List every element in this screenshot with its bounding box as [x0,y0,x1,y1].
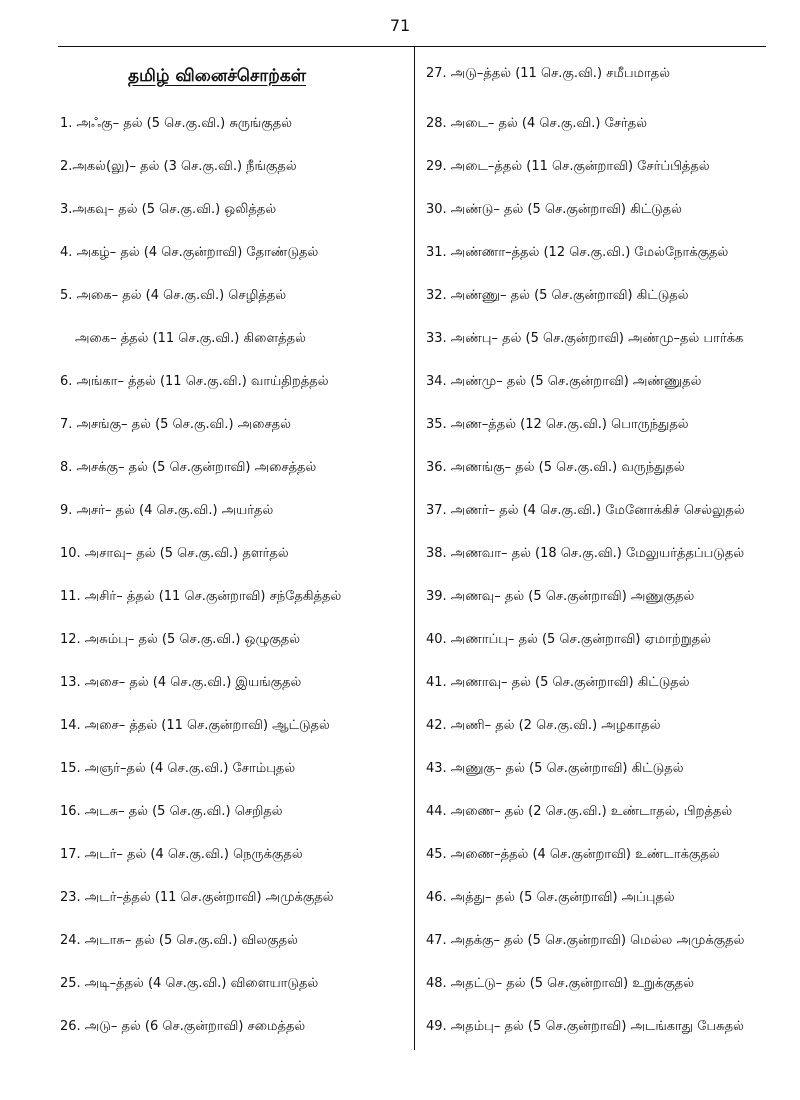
page-number: 71 [389,16,411,35]
verb-entry: 11. அசிர்– த்தல் (11 செ.குன்றாவி) சந்தேகித்தல் [60,589,342,604]
verb-entry: 37. அணர்– தல் (4 செ.கு.வி.) மேனோக்கிச் செல்லுதல் [426,503,745,518]
verb-entry: 7. அசங்கு– தல் (5 செ.கு.வி.) அசைதல் [60,417,291,432]
verb-entry: 38. அணவா– தல் (18 செ.கு.வி.) மேலுயர்த்தப்படுதல் [426,546,745,561]
verb-entry: 42. அணி– தல் (2 செ.கு.வி.) அழகாதல் [426,718,661,733]
top-rule [58,46,766,47]
verb-entry: 6. அங்கா– த்தல் (11 செ.கு.வி.) வாய்திறத்தல் [60,374,329,389]
verb-entry: 12. அசும்பு– தல் (5 செ.கு.வி.) ஒழுகுதல் [60,632,301,647]
verb-entry: அகை– த்தல் (11 செ.கு.வி.) கிளைத்தல் [75,331,306,346]
verb-entry: 29. அடை–த்தல் (11 செ.குன்றாவி) சேர்ப்பித்தல் [426,159,710,174]
verb-entry: 2.அகல்(லு)– தல் (3 செ.கு.வி.) நீங்குதல் [60,159,297,174]
verb-entry: 8. அசக்கு– தல் (5 செ.குன்றாவி) அசைத்தல் [60,460,317,475]
verb-entry: 24. அடாசு– தல் (5 செ.கு.வி.) விலகுதல் [60,933,298,948]
verb-entry: 49. அதம்பு– தல் (5 செ.குன்றாவி) அடங்காது பேசுதல் [426,1019,744,1034]
verb-entry: 10. அசாவு– தல் (5 செ.கு.வி.) தளர்தல் [60,546,289,561]
verb-entry: 4. அகழ்– தல் (4 செ.குன்றாவி) தோண்டுதல் [60,245,319,260]
verb-entry: 15. அஞர்–தல் (4 செ.கு.வி.) சோம்புதல் [60,761,296,776]
verb-entry: 14. அசை– த்தல் (11 செ.குன்றாவி) ஆட்டுதல் [60,718,330,733]
verb-entry: 30. அண்டு– தல் (5 செ.குன்றாவி) கிட்டுதல் [426,202,682,217]
verb-entry: 44. அணை– தல் (2 செ.கு.வி.) உண்டாதல், பிறத்தல் [426,804,733,819]
verb-entry: 26. அடு– தல் (6 செ.குன்றாவி) சமைத்தல் [60,1019,306,1034]
verb-entry: 35. அண–த்தல் (12 செ.கு.வி.) பொருந்துதல் [426,417,689,432]
page-heading: தமிழ் வினைச்சொற்கள் [128,66,307,86]
verb-entry: 5. அகை– தல் (4 செ.கு.வி.) செழித்தல் [60,288,287,303]
verb-entry: 23. அடர்–த்தல் (11 செ.குன்றாவி) அமுக்குதல் [60,890,334,905]
verb-entry: 9. அசர்– தல் (4 செ.கு.வி.) அயர்தல் [60,503,274,518]
verb-entry: 31. அண்ணா–த்தல் (12 செ.கு.வி.) மேல்நோக்குதல் [426,245,729,260]
verb-entry: 1. அஃகு– தல் (5 செ.கு.வி.) சுருங்குதல் [60,116,292,131]
verb-entry: 43. அணுகு– தல் (5 செ.குன்றாவி) கிட்டுதல் [426,761,684,776]
verb-entry: 13. அசை– தல் (4 செ.கு.வி.) இயங்குதல் [60,675,302,690]
verb-entry: 17. அடர்– தல் (4 செ.கு.வி.) நெருக்குதல் [60,847,303,862]
verb-entry: 3.அகவு– தல் (5 செ.கு.வி.) ஒலித்தல் [60,202,277,217]
verb-entry: 16. அடசு– தல் (5 செ.கு.வி.) செறிதல் [60,804,283,819]
verb-entry: 34. அண்மு– தல் (5 செ.குன்றாவி) அண்ணுதல் [426,374,702,389]
verb-entry: 32. அண்ணு– தல் (5 செ.குன்றாவி) கிட்டுதல் [426,288,689,303]
verb-entry: 46. அத்து– தல் (5 செ.குன்றாவி) அப்புதல் [426,890,675,905]
verb-entry: 36. அணங்கு– தல் (5 செ.கு.வி.) வருந்துதல் [426,460,685,475]
verb-entry: 45. அணை–த்தல் (4 செ.குன்றாவி) உண்டாக்குதல் [426,847,720,862]
verb-entry: 25. அடி–த்தல் (4 செ.கு.வி.) விளையாடுதல் [60,976,319,991]
verb-entry: 39. அணவு– தல் (5 செ.குன்றாவி) அணுகுதல் [426,589,695,604]
verb-entry: 48. அதட்டு– தல் (5 செ.குன்றாவி) உறுக்குதல் [426,976,695,991]
verb-entry: 27. அடு–த்தல் (11 செ.கு.வி.) சமீபமாதல் [426,66,671,81]
verb-entry: 28. அடை– தல் (4 செ.கு.வி.) சேர்தல் [426,116,648,131]
verb-entry: 41. அணாவு– தல் (5 செ.குன்றாவி) கிட்டுதல் [426,675,690,690]
verb-entry: 40. அணாப்பு– தல் (5 செ.குன்றாவி) ஏமாற்றுதல் [426,632,711,647]
verb-entry: 33. அண்பு– தல் (5 செ.குன்றாவி) அண்மு–தல் பார்க்க [426,331,744,346]
column-divider [414,47,415,1050]
verb-entry: 47. அதக்கு– தல் (5 செ.குன்றாவி) மெல்ல அமுக்குதல் [426,933,745,948]
